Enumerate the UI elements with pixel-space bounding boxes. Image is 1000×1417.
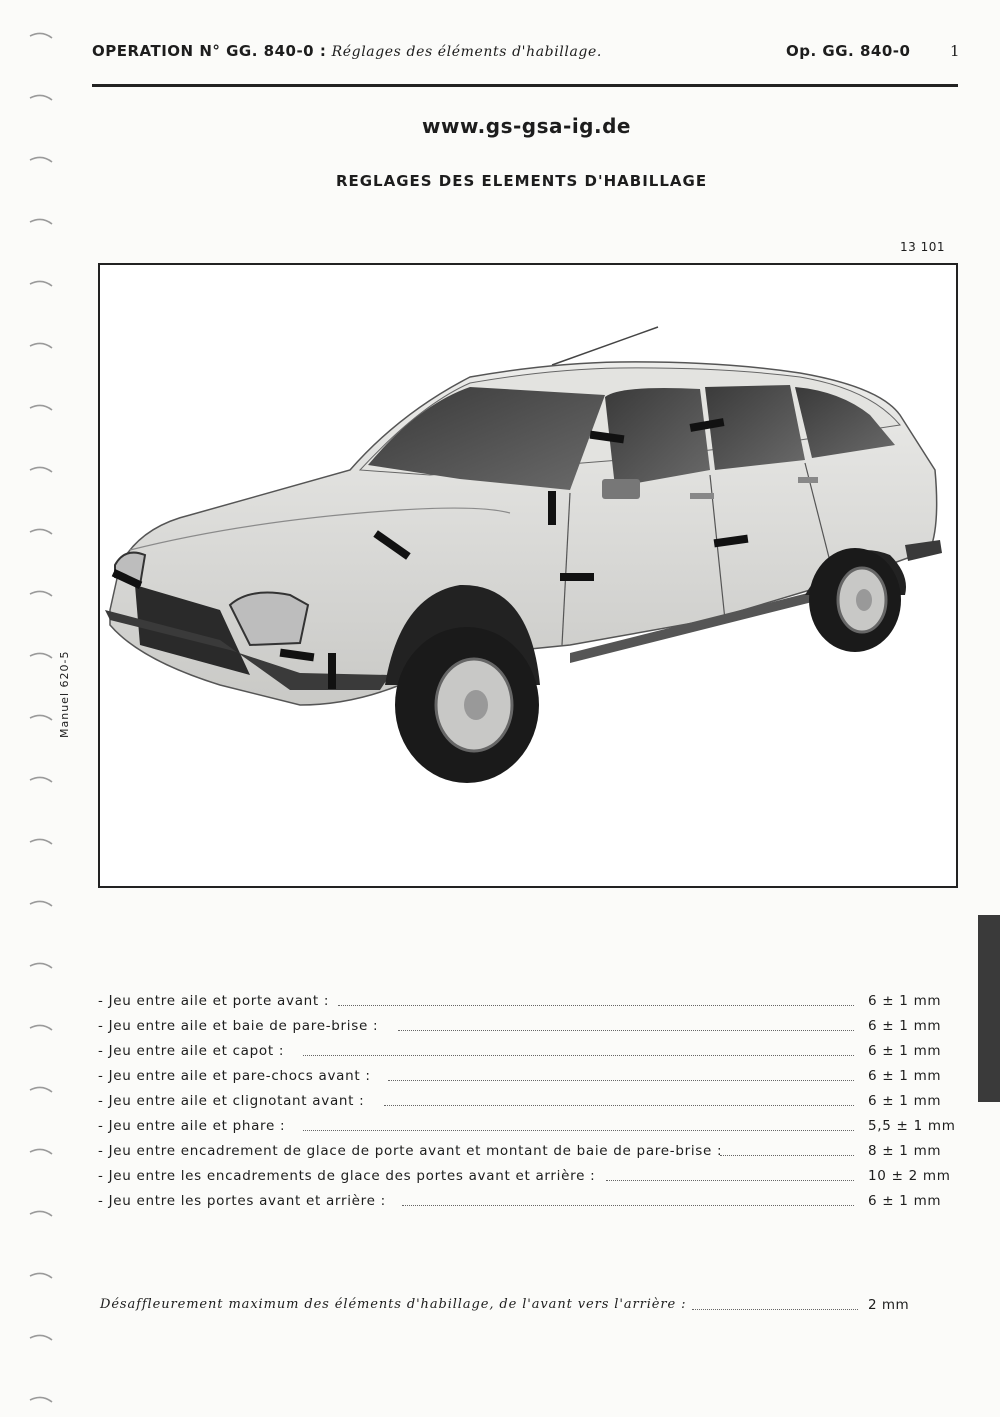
flushness-value: 2 mm [868,1297,910,1313]
operation-heading [92,42,602,60]
spec-label: - Jeu entre aile et baie de pare-brise : [98,1018,379,1034]
spec-row [98,1068,968,1093]
spec-row [98,1093,968,1118]
spec-row [98,993,968,1018]
spec-value: 6 ± 1 mm [868,1043,942,1059]
operation-number: OPERATION N° GG. 840-0 : [92,42,327,60]
spec-value: 6 ± 1 mm [868,1193,942,1209]
car-figure [98,263,958,888]
spec-leader-dots [303,1129,854,1131]
page-title: REGLAGES DES ELEMENTS D'HABILLAGE [335,172,708,190]
car-illustration [100,265,956,886]
header-rule [92,84,958,87]
spec-leader-dots [398,1029,854,1031]
spec-leader-dots [402,1204,854,1206]
spec-row [98,1118,968,1143]
spec-value: 5,5 ± 1 mm [868,1118,956,1134]
spec-leader-dots [384,1104,854,1106]
spec-label: - Jeu entre aile et clignotant avant : [98,1093,365,1109]
spec-value: 6 ± 1 mm [868,1068,942,1084]
manual-reference: Manuel 620-5 [58,650,71,738]
operation-subtitle: Réglages des éléments d'habillage. [331,44,602,60]
spec-label: - Jeu entre encadrement de glace de porte avant et montant de baie de pare-brise : [98,1143,723,1159]
spec-label: - Jeu entre aile et capot : [98,1043,285,1059]
spec-label: - Jeu entre les encadrements de glace des portes avant et arrière : [98,1168,596,1184]
website-url: www.gs-gsa-ig.de [422,114,631,138]
op-code: Op. GG. 840-0 [786,42,911,60]
spec-leader-dots [388,1079,854,1081]
page-header [92,42,958,66]
spec-value: 10 ± 2 mm [868,1168,951,1184]
spec-row [98,1043,968,1068]
spec-row [98,1018,968,1043]
spec-leader-dots [338,1004,854,1006]
spec-row [98,1168,968,1193]
spec-row [98,1193,968,1218]
spec-value: 6 ± 1 mm [868,993,942,1009]
flushness-label: Désaffleurement maximum des éléments d'habillage, de l'avant vers l'arrière : [100,1297,687,1312]
spec-row [98,1143,968,1168]
spec-label: - Jeu entre aile et porte avant : [98,993,330,1009]
edge-tab [978,915,1000,1102]
spec-value: 6 ± 1 mm [868,1018,942,1034]
flushness-note [100,1297,960,1317]
spec-value: 6 ± 1 mm [868,1093,942,1109]
spec-label: - Jeu entre aile et pare-chocs avant : [98,1068,371,1084]
spec-leader-dots [303,1054,854,1056]
page-number: 1 [950,42,960,60]
flushness-leader-dots [692,1309,858,1310]
spec-leader-dots [606,1179,854,1181]
figure-number: 13 101 [900,240,945,254]
spec-leader-dots [720,1154,854,1156]
spec-value: 8 ± 1 mm [868,1143,942,1159]
spec-label: - Jeu entre aile et phare : [98,1118,286,1134]
spec-label: - Jeu entre les portes avant et arrière : [98,1193,386,1209]
